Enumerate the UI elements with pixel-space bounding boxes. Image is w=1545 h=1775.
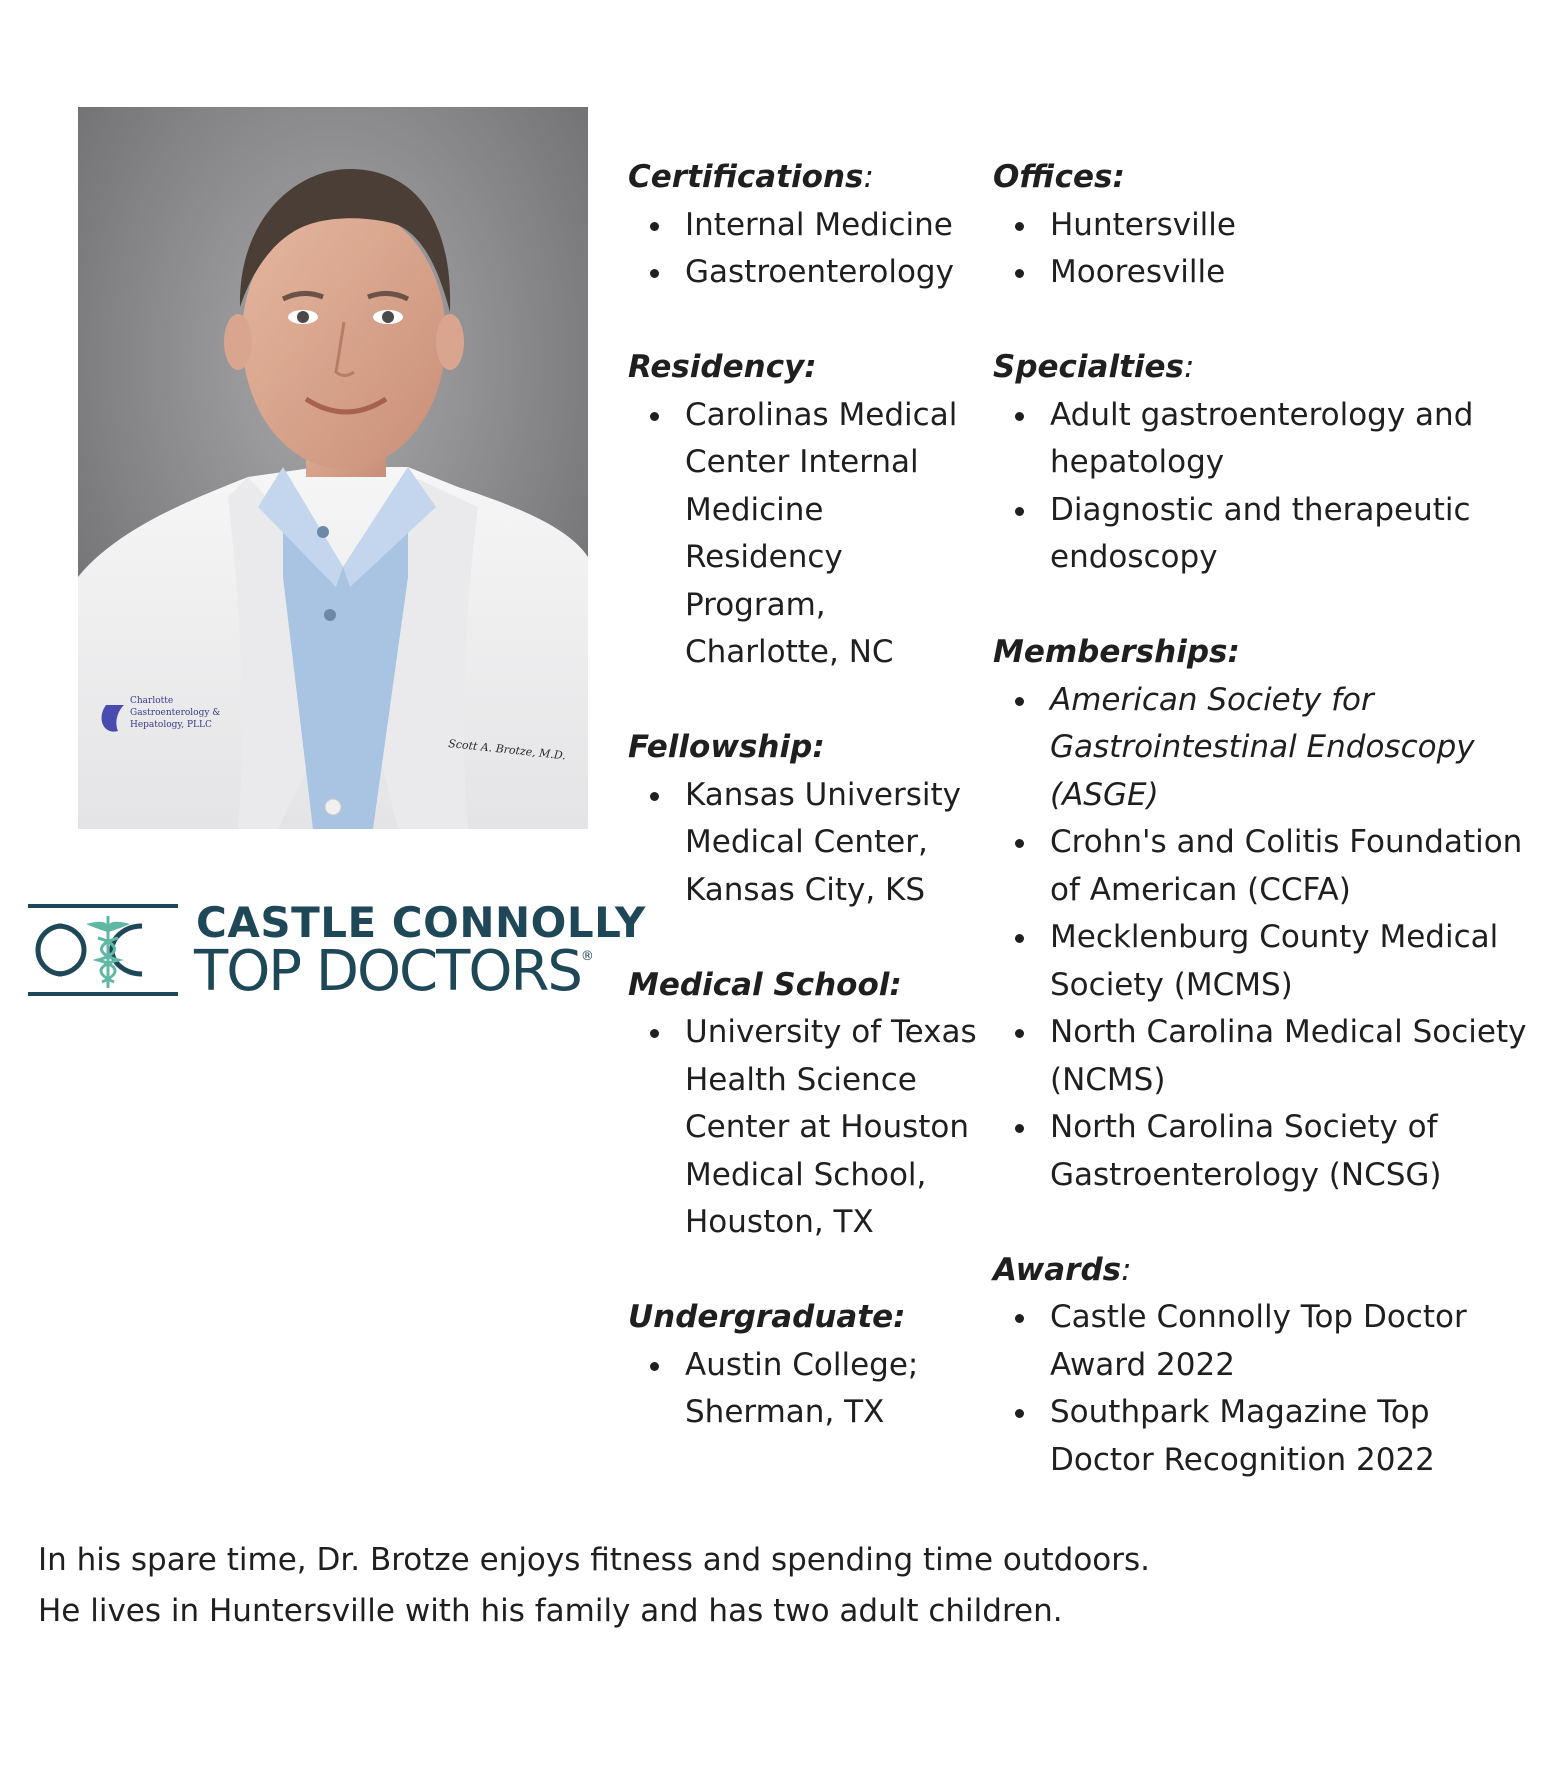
list-item: North Carolina Society of Gastroenterology (NCSG) bbox=[993, 1104, 1533, 1199]
offices-section bbox=[993, 154, 1533, 297]
memberships-section bbox=[993, 629, 1533, 1199]
list-item: Huntersville bbox=[993, 202, 1533, 250]
left-column bbox=[628, 154, 988, 1484]
awards-heading: Awards bbox=[993, 1251, 1122, 1288]
coat-text-3: Hepatology, PLLC bbox=[130, 720, 212, 730]
residency-section bbox=[628, 344, 988, 677]
awards-section: Awards: Castle Connolly Top Doctor Award 2022 Southpark Magazine Top Doctor Recognition 2022 bbox=[993, 1247, 1533, 1485]
right-column bbox=[993, 154, 1533, 1532]
castle-connolly-logo bbox=[28, 898, 646, 1006]
bio-paragraph bbox=[38, 1535, 1518, 1637]
coat-text-2: Gastroenterology & bbox=[130, 708, 221, 718]
certifications-section: Certifications: Internal Medicine Gastroenterology bbox=[628, 154, 988, 297]
list-item: Austin College; Sherman, TX bbox=[628, 1342, 988, 1437]
fellowship-section bbox=[628, 724, 988, 914]
memberships-heading: Memberships: bbox=[993, 634, 1240, 670]
caduceus-icon bbox=[28, 898, 178, 1006]
list-item: Gastroenterology bbox=[628, 249, 988, 297]
specialties-heading: Specialties bbox=[993, 349, 1185, 385]
list-item: Adult gastroenterology and hepatology bbox=[993, 392, 1533, 487]
undergraduate-section bbox=[628, 1294, 988, 1437]
coat-signature: Scott A. Brotze, M.D. bbox=[447, 737, 567, 763]
medical-school-section bbox=[628, 962, 988, 1247]
list-item: Mooresville bbox=[993, 249, 1533, 297]
list-item: Diagnostic and therapeutic endoscopy bbox=[993, 487, 1533, 582]
list-item: Crohn's and Colitis Foundation of American (CCFA) bbox=[993, 819, 1533, 914]
logo-title: CASTLE CONNOLLY bbox=[196, 898, 646, 947]
certifications-heading: Certifications bbox=[628, 159, 864, 195]
doctor-photo bbox=[78, 107, 588, 829]
offices-heading: Offices: bbox=[993, 159, 1125, 195]
residency-heading: Residency: bbox=[628, 349, 817, 385]
specialties-section: Specialties: Adult gastroenterology and hepatology Diagnostic and therapeutic endoscopy bbox=[993, 344, 1533, 582]
list-item: Internal Medicine bbox=[628, 202, 988, 250]
list-item: University of Texas Health Science Center at Houston Medical School, Houston, TX bbox=[628, 1009, 988, 1247]
coat-text-1: Charlotte bbox=[130, 696, 174, 706]
bio-line-2: He lives in Huntersville with his family and has two adult children. bbox=[38, 1593, 1063, 1629]
list-item: Kansas University Medical Center, Kansas City, KS bbox=[628, 772, 988, 915]
bio-line-1: In his spare time, Dr. Brotze enjoys fitness and spending time outdoors. bbox=[38, 1542, 1151, 1578]
medical-school-heading: Medical School: bbox=[628, 966, 902, 1003]
undergraduate-heading: Undergraduate: bbox=[628, 1299, 906, 1335]
list-item: Mecklenburg County Medical Society (MCMS) bbox=[993, 914, 1533, 1009]
list-item: Carolinas Medical Center Internal Medicine Residency Program, Charlotte, NC bbox=[628, 392, 988, 677]
list-item: Southpark Magazine Top Doctor Recognition 2022 bbox=[993, 1389, 1533, 1484]
fellowship-heading: Fellowship: bbox=[628, 729, 825, 765]
list-item: Castle Connolly Top Doctor Award 2022 bbox=[993, 1294, 1533, 1389]
list-item: American Society for Gastrointestinal Endoscopy (ASGE) bbox=[993, 677, 1533, 820]
logo-subtitle: TOP DOCTORS® bbox=[194, 939, 594, 1004]
list-item: North Carolina Medical Society (NCMS) bbox=[993, 1009, 1533, 1104]
